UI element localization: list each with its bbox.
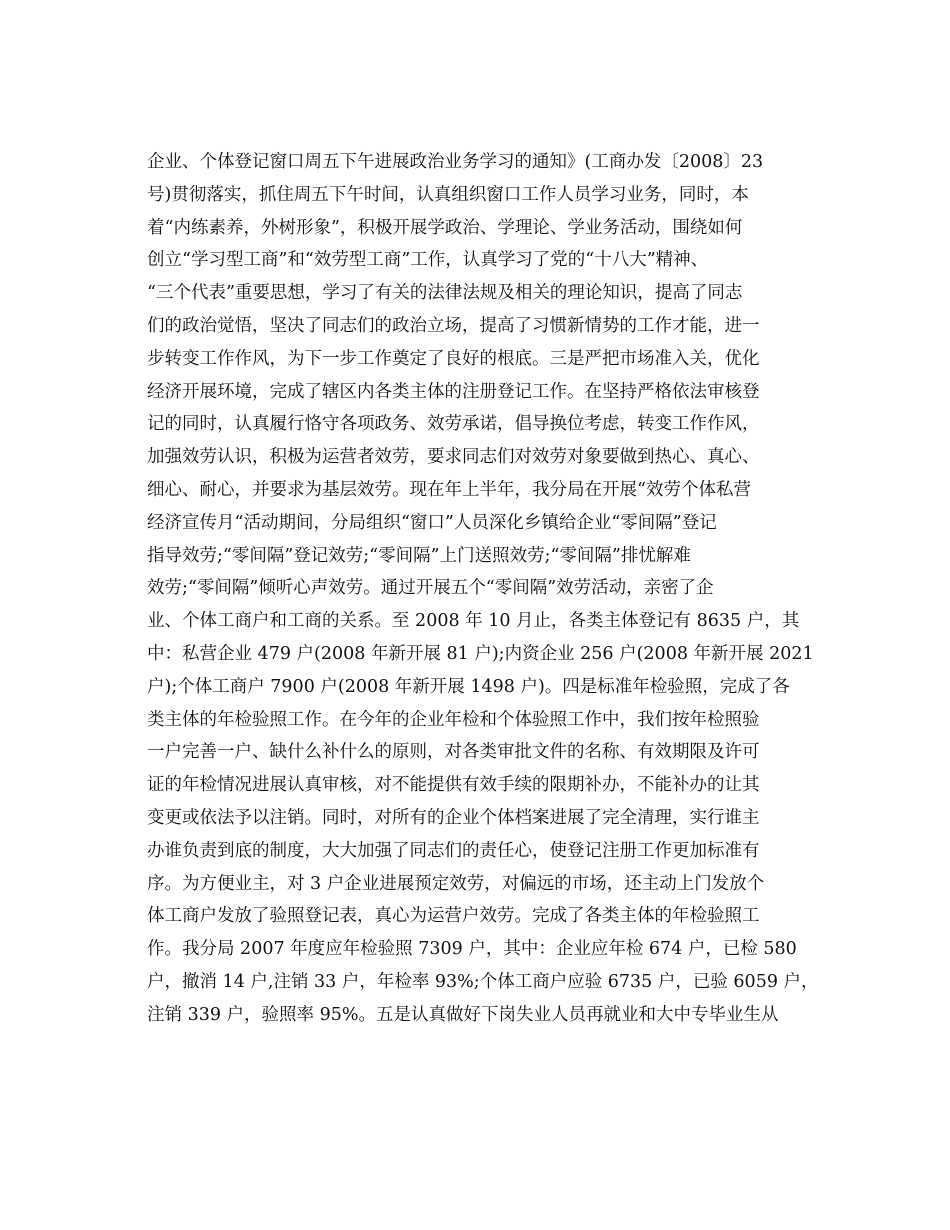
text-line: 户);个体工商户 7900 户(2008 年新开展 1498 户)。四是标准年检验照，完成了各	[147, 676, 790, 697]
text-line: 业、个体工商户和工商的关系。至 2008 年 10 月止，各类主体登记有 8635 户，其	[147, 611, 800, 632]
text-line: 创立“学习型工商”和“效劳型工商”工作，认真学习了党的“十八大”精神、	[147, 250, 709, 271]
text-line: 加强效劳认识，积极为运营者效劳，要求同志们对效劳对象要做到热心、真心、	[147, 447, 760, 468]
text-line: 变更或依法予以注销。同时，对所有的企业个体档案进展了完全清理，实行谁主	[147, 807, 760, 828]
text-line: 证的年检情况进展认真审核，对不能提供有效手续的限期补办，不能补办的让其	[147, 775, 760, 796]
text-line: 指导效劳;“零间隔”登记效劳;“零间隔”上门送照效劳;“零间隔”排忧解难	[147, 545, 691, 566]
text-line: 号)贯彻落实，抓住周五下午时间，认真组织窗口工作人员学习业务，同时，本	[147, 184, 749, 205]
text-line: 作。我分局 2007 年度应年检验照 7309 户，其中：企业应年检 674 户，已检 580	[147, 939, 797, 960]
body-text	[147, 146, 819, 1032]
text-line: 序。为方便业主，对 3 户企业进展预定效劳，对偏远的市场，还主动上门发放个	[147, 873, 765, 894]
text-line: 记的同时，认真履行恪守各项政务、效劳承诺，倡导换位考虑，转变工作作风，	[147, 414, 760, 435]
text-line: 细心、耐心，并要求为基层效劳。现在年上半年，我分局在开展“效劳个体私营	[147, 479, 751, 500]
text-line: 注销 339 户，验照率 95%。五是认真做好下岗失业人员再就业和大中专毕业生从	[147, 1004, 779, 1025]
text-line: 经济宣传月“活动期间，分局组织“窗口”人员深化乡镇给企业“零间隔”登记	[147, 512, 717, 533]
text-line: 经济开展环境，完成了辖区内各类主体的注册登记工作。在坚持严格依法审核登	[147, 381, 760, 402]
text-line: 着“内练素养，外树形象”，积极开展学政治、学理论、学业务活动，围绕如何	[147, 217, 743, 238]
text-line: 中：私营企业 479 户(2008 年新开展 81 户);内资企业 256 户(2008 年新开展 2021	[147, 643, 814, 664]
text-line: 步转变工作作风，为下一步工作奠定了良好的根底。三是严把市场准入关，优化	[147, 348, 760, 369]
text-line: 们的政治觉悟，坚决了同志们的政治立场，提高了习惯新情势的工作才能，进一	[147, 315, 760, 336]
text-line: 效劳;“零间隔”倾听心声效劳。通过开展五个“零间隔”效劳活动，亲密了企	[147, 578, 714, 599]
text-line: 一户完善一户、缺什么补什么的原则，对各类审批文件的名称、有效期限及许可	[147, 742, 760, 763]
text-line: 企业、个体登记窗口周五下午进展政治业务学习的通知》(工商办发〔2008〕23	[147, 152, 764, 172]
text-line: 体工商户发放了验照登记表，真心为运营户效劳。完成了各类主体的年检验照工	[147, 906, 760, 927]
text-line: 类主体的年检验照工作。在今年的企业年检和个体验照工作中，我们按年检照验	[147, 709, 760, 730]
text-line: 办谁负责到底的制度，大大加强了同志们的责任心，使登记注册工作更加标准有	[147, 840, 760, 861]
text-line: 户，撤消 14 户,注销 33 户，年检率 93%;个体工商户应验 6735 户，已验 6059 户，	[147, 971, 819, 992]
text-line: “三个代表”重要思想，学习了有关的法律法规及相关的理论知识，提高了同志	[147, 283, 743, 304]
